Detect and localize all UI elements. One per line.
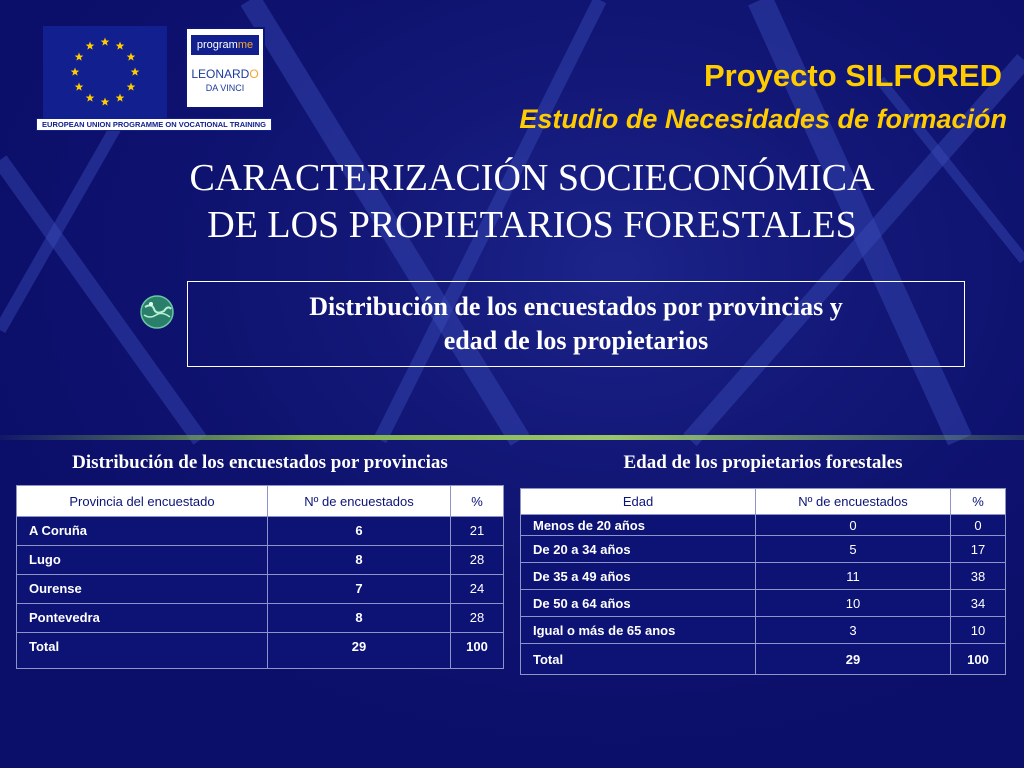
eu-star-icon — [75, 83, 84, 91]
cell-provincia: Pontevedra — [17, 604, 268, 633]
table-row — [17, 604, 504, 633]
table-row — [521, 515, 1006, 536]
cell-encuestados: 10 — [756, 590, 951, 617]
logo-text-o: O — [249, 67, 259, 81]
column-header-encuestados: Nº de encuestados — [756, 489, 951, 515]
table-edad — [520, 488, 1006, 675]
logo-text-me: me — [237, 39, 254, 51]
cell-encuestados: 8 — [268, 604, 451, 633]
section-subtitle-line-2: edad de los propietarios — [443, 326, 709, 355]
table-row-total — [17, 633, 504, 669]
section-subtitle-line-1: Distribución de los encuestados por provincias y — [309, 292, 843, 321]
project-title: Proyecto SILFORED — [704, 58, 1002, 93]
table-row-total — [521, 644, 1006, 675]
column-header-percent: % — [451, 486, 504, 517]
leonardo-logo-davinci: DA VINCI — [205, 83, 245, 93]
page-title-line-2: DE LOS PROPIETARIOS FORESTALES — [207, 204, 857, 246]
column-header-provincia: Provincia del encuestado — [17, 486, 268, 517]
cell-percent: 24 — [451, 575, 504, 604]
eu-star-icon — [116, 42, 125, 50]
eu-star-icon — [116, 93, 125, 101]
table-row — [521, 563, 1006, 590]
table-header-row — [17, 486, 504, 517]
logo-text-leonard: LEONARD — [191, 67, 250, 81]
cell-edad: Menos de 20 años — [521, 515, 756, 536]
cell-encuestados: 0 — [756, 515, 951, 536]
section-subtitle — [187, 281, 965, 367]
table-row — [521, 536, 1006, 563]
cell-percent: 100 — [451, 633, 504, 669]
cell-percent: 34 — [951, 590, 1006, 617]
cell-encuestados: 6 — [268, 517, 451, 546]
eu-star-icon — [131, 68, 140, 76]
project-subtitle: Estudio de Necesidades de formación — [519, 104, 1007, 134]
cell-provincia: Ourense — [17, 575, 268, 604]
cell-encuestados: 3 — [756, 617, 951, 644]
logo-text-program: program — [196, 39, 238, 51]
eu-programme-strip: EUROPEAN UNION PROGRAMME ON VOCATIONAL TRAINING — [36, 118, 272, 131]
cell-percent: 28 — [451, 604, 504, 633]
eu-star-icon — [127, 53, 136, 61]
cell-percent: 21 — [451, 517, 504, 546]
divider — [0, 435, 1024, 440]
column-header-edad: Edad — [521, 489, 756, 515]
cell-encuestados: 7 — [268, 575, 451, 604]
cell-encuestados: 8 — [268, 546, 451, 575]
page-title — [60, 155, 1004, 249]
table-row — [521, 617, 1006, 644]
leonardo-logo — [185, 27, 265, 109]
cell-percent: 100 — [951, 644, 1006, 675]
eu-flag-icon — [43, 26, 167, 118]
table-row — [17, 575, 504, 604]
globe-bullet-icon — [140, 295, 174, 329]
cell-encuestados: 5 — [756, 536, 951, 563]
cell-provincia: Lugo — [17, 546, 268, 575]
table-row — [17, 517, 504, 546]
eu-star-icon — [101, 38, 110, 46]
leonardo-logo-name — [187, 67, 263, 81]
column-header-encuestados: Nº de encuestados — [268, 486, 451, 517]
table-row — [521, 590, 1006, 617]
cell-edad: De 35 a 49 años — [521, 563, 756, 590]
cell-percent: 17 — [951, 536, 1006, 563]
cell-edad: De 20 a 34 años — [521, 536, 756, 563]
cell-percent: 0 — [951, 515, 1006, 536]
eu-star-icon — [75, 53, 84, 61]
cell-provincia: Total — [17, 633, 268, 669]
table-provincias-caption: Distribución de los encuestados por provincias — [72, 452, 448, 473]
eu-star-icon — [86, 42, 95, 50]
cell-percent: 10 — [951, 617, 1006, 644]
eu-star-icon — [127, 83, 136, 91]
table-provincias — [16, 485, 504, 669]
cell-edad: Total — [521, 644, 756, 675]
leonardo-logo-top — [191, 35, 259, 55]
page-title-line-1: CARACTERIZACIÓN SOCIECONÓMICA — [189, 157, 875, 199]
column-header-percent: % — [951, 489, 1006, 515]
cell-provincia: A Coruña — [17, 517, 268, 546]
cell-percent: 38 — [951, 563, 1006, 590]
cell-encuestados: 29 — [268, 633, 451, 669]
eu-star-icon — [86, 93, 95, 101]
cell-edad: De 50 a 64 años — [521, 590, 756, 617]
cell-encuestados: 11 — [756, 563, 951, 590]
eu-star-icon — [101, 98, 110, 106]
cell-encuestados: 29 — [756, 644, 951, 675]
cell-percent: 28 — [451, 546, 504, 575]
table-row — [17, 546, 504, 575]
table-header-row — [521, 489, 1006, 515]
table-edad-caption: Edad de los propietarios forestales — [623, 452, 903, 473]
eu-star-icon — [71, 68, 80, 76]
cell-edad: Igual o más de 65 anos — [521, 617, 756, 644]
